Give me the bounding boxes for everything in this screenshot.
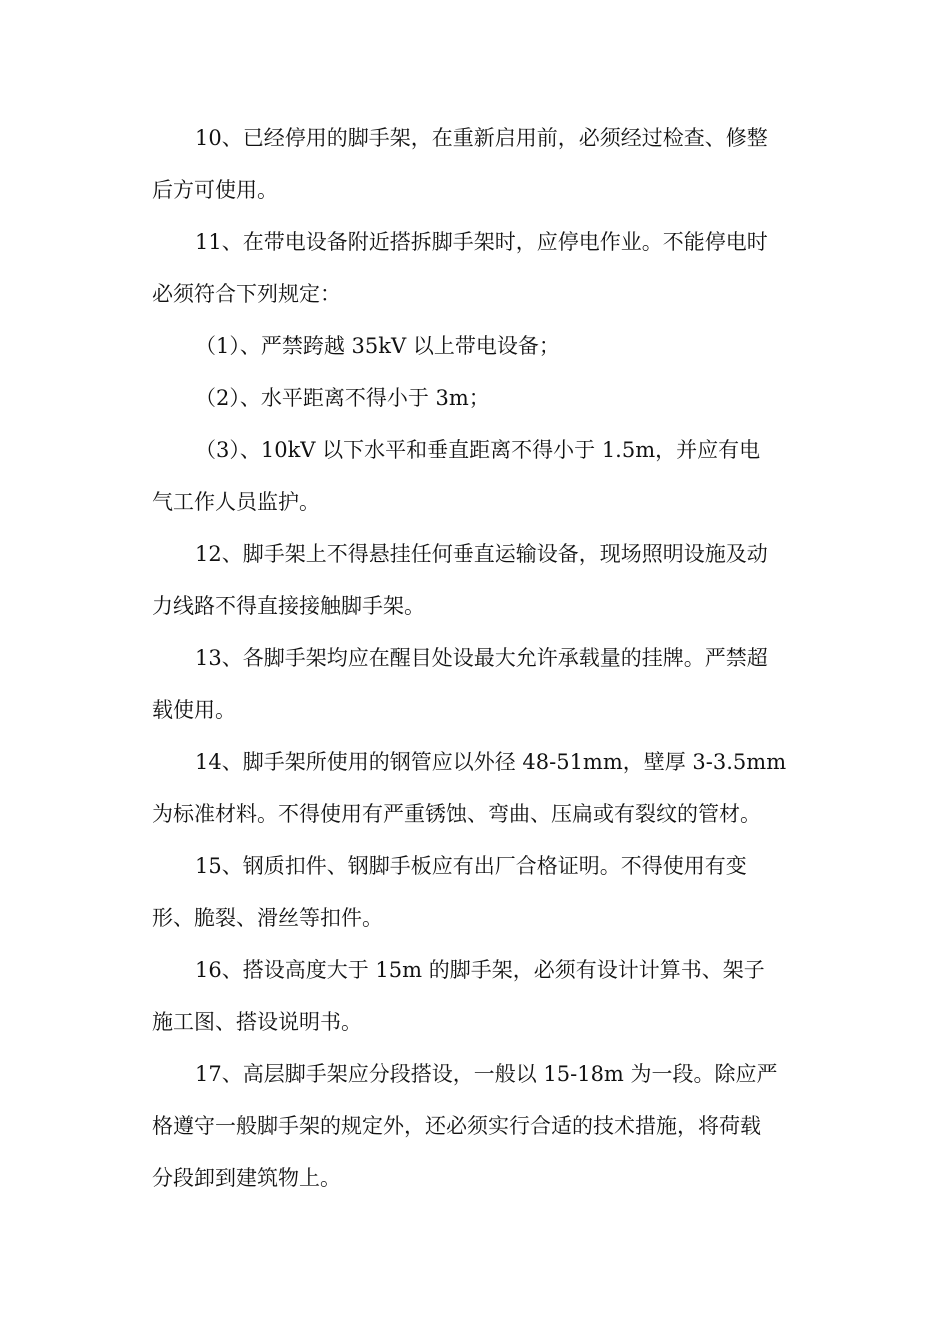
rule-11-item-1: （1）、严禁跨越 35kV 以上带电设备； xyxy=(195,334,560,358)
rule-16-line-2: 施工图、搭设说明书。 xyxy=(152,1010,362,1034)
rule-11-item-3-line-1: （3）、10kV 以下水平和垂直距离不得小于 1.5m，并应有电 xyxy=(195,438,761,462)
rule-17-line-3: 分段卸到建筑物上。 xyxy=(152,1166,341,1190)
rule-15-line-2: 形、脆裂、滑丝等扣件。 xyxy=(152,906,383,930)
rule-14-line-1: 14、脚手架所使用的钢管应以外径 48-51mm，壁厚 3-3.5mm xyxy=(195,750,787,774)
rule-17-line-2: 格遵守一般脚手架的规定外，还必须实行合适的技术措施，将荷载 xyxy=(152,1114,761,1138)
rule-11-line-1: 11、在带电设备附近搭拆脚手架时，应停电作业。不能停电时 xyxy=(195,230,768,254)
rule-11-item-3-line-2: 气工作人员监护。 xyxy=(152,490,320,514)
rule-11-item-2: （2）、水平距离不得小于 3m； xyxy=(195,386,490,410)
rule-12-line-2: 力线路不得直接接触脚手架。 xyxy=(152,594,425,618)
rule-13-line-1: 13、各脚手架均应在醒目处设最大允许承载量的挂牌。严禁超 xyxy=(195,646,768,670)
rule-11-line-2: 必须符合下列规定： xyxy=(152,282,341,306)
rule-10-line-2: 后方可使用。 xyxy=(152,178,278,202)
rule-15-line-1: 15、钢质扣件、钢脚手板应有出厂合格证明。不得使用有变 xyxy=(195,854,747,878)
rule-14-line-2: 为标准材料。不得使用有严重锈蚀、弯曲、压扁或有裂纹的管材。 xyxy=(152,802,761,826)
rule-12-line-1: 12、脚手架上不得悬挂任何垂直运输设备，现场照明设施及动 xyxy=(195,542,768,566)
rule-17-line-1: 17、高层脚手架应分段搭设，一般以 15-18m 为一段。除应严 xyxy=(195,1062,778,1086)
rule-10-line-1: 10、已经停用的脚手架，在重新启用前，必须经过检查、修整 xyxy=(195,126,768,150)
rule-16-line-1: 16、搭设高度大于 15m 的脚手架，必须有设计计算书、架子 xyxy=(195,958,765,982)
rule-13-line-2: 载使用。 xyxy=(152,698,236,722)
